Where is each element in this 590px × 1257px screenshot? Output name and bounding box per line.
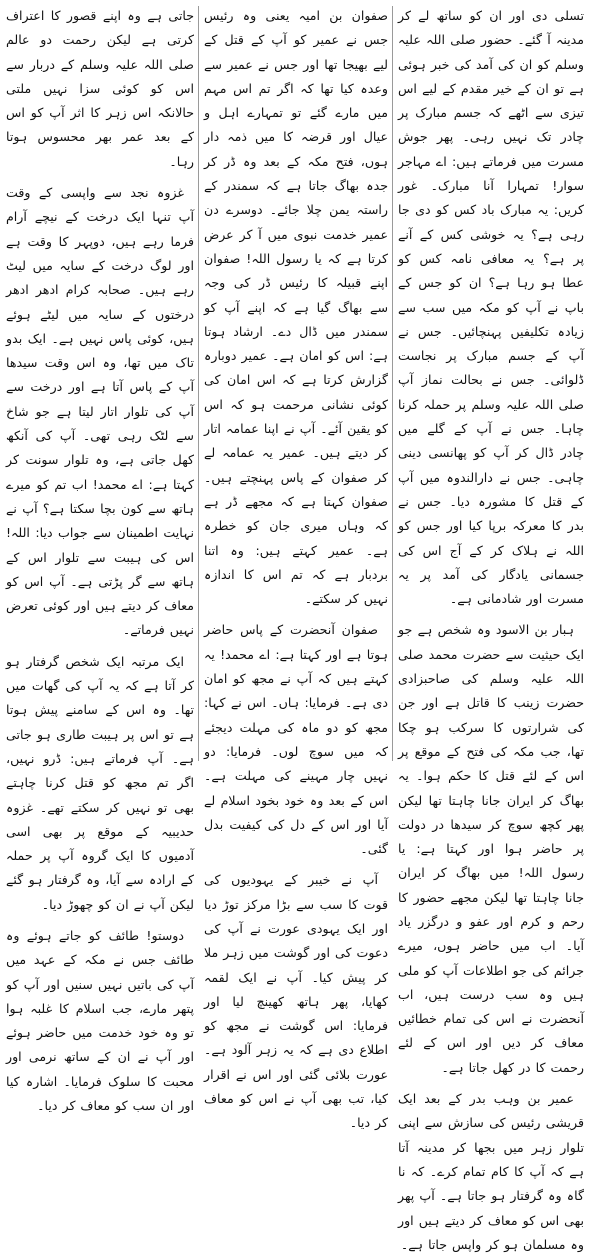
paragraph: تسلی دی اور ان کو ساتھ لے کر مدینہ آ گئے۔ حضور صلی اللہ علیہ وسلم کو ان کی آمد کی خبر ہوئی ہے تو ان کے خیر مقدم کے لیے اس تیزی سے اٹھے کہ جسم مبارک پر چادر تک نہیں رہی۔ پھر جوش مسرت میں فرماتے ہیں: اے مہاجر سوار! تمہارا آنا مبارک۔ غور کریں: یہ مبارک باد کس کو دی جا رہی ہے؟ یہ خوشی کس کے آنے پر ہے؟ یہ معافی نامہ کس کو عطا ہو رہا ہے؟ ان کو جس کے باپ نے آپ کو مکہ میں سب سے زیادہ تکلیفیں پہنچائیں۔ جس نے آپ کے جسم مبارک پر نجاست ڈلوائی۔ جس نے بحالت نماز آپ صلی اللہ علیہ وسلم پر حملہ کرنا چاہا۔ جس نے آپ کے گلے میں چادر ڈال کر آپ کو پھانسی دینی چاہی۔ جس نے دارالندوہ میں آپ کے قتل کا مشورہ دیا۔ جس نے بدر کا معرکہ برپا کیا اور جس کو اللہ نے ہلاک کر کے آج اس کی جسمانی یادگار کی آمد پر یہ مسرت اور شادمانی ہے۔ xyxy=(398,8,584,607)
paragraph: ہبار بن الاسود وہ شخص ہے جو ایک حیثیت سے حضرت محمد صلی اللہ علیہ وسلم کی صاحبزادی حضرت زینب کا قاتل ہے اور جن کی شرارتوں کا سرکب ہو چکا تھا، جب مکہ کی فتح کے موقع پر اس کے لئے قتل کا حکم ہوا۔ یہ بھاگ کر ایران جانا چاہتا تھا لیکن پھر کچھ سوچ کر سیدھا در دولت پر حاضر ہوا اور کہتا ہے: یا رسول اللہ! میں بھاگ کر ایران جانا چاہتا تھا لیکن مجھے حضور کا رحم و کرم اور عفو و درگزر یاد آیا۔ اب میں حاضر ہوں، میرے جرائم کی جو اطلاعات آپ کو ملی ہیں وہ سب درست ہیں، اب آنحضرت نے اس کی تمام خطائیں معاف کر دیں اور اس کے لئے رحمت کا در کھل جاتا ہے۔ xyxy=(398,622,584,1075)
paragraph: صفوان بن امیہ یعنی وہ رئیس جس نے عمیر کو آپ کے قتل کے لیے بھیجا تھا اور جس نے عمیر سے وعدہ کیا تھا کہ اگر تم اس مہم میں مارے گئے تو تمہارے اہل و عیال اور قرضہ کا میں ذمہ دار ہوں، فتح مکہ کے بعد وہ ڈر کر جدہ بھاگ جاتا ہے کہ سمندر کے راستہ یمن چلا جائے۔ دوسرے دن عمیر خدمت نبوی میں آ کر عرض کرتا ہے کہ یا رسول اللہ! صفوان اپنے قبیلہ کا رئیس ڈر کی وجہ سے بھاگ گیا ہے کہ اپنے آپ کو سمندر میں ڈال دے۔ ارشاد ہوتا ہے: اس کو امان ہے۔ عمیر دوبارہ گزارش کرتا ہے کہ اس امان کی کوئی نشانی مرحمت ہو کہ اس کو یقین آئے۔ آپ نے اپنا عمامہ اتار کر دیتے ہیں۔ عمیر یہ عمامہ لے کر صفوان کے پاس پہنچتے ہیں۔ صفوان کہتا ہے کہ مجھے ڈر ہے کہ وہاں میری جان کو خطرہ ہے۔ عمیر کہتے ہیں: وہ اتنا بردبار ہے کہ تم اس کا اندازہ نہیں کر سکتے۔ xyxy=(204,8,388,607)
paragraph: صفوان آنحضرت کے پاس حاضر ہوتا ہے اور کہتا ہے: اے محمد! یہ کہتے ہیں کہ آپ نے مجھ کو امان دی ہے۔ فرمایا: ہاں۔ اس نے کہا: مجھ کو دو ماہ کی مہلت دیجئے کہ میں سوچ لوں۔ فرمایا: دو نہیں چار مہینے کی مہلت ہے۔ اس کے بعد وہ خود بخود اسلام لے آیا اور اس کے دل کی کیفیت بدل گئی۔ xyxy=(204,622,388,857)
paragraph: دوستو! طائف کو جاتے ہوئے وہ طائف جس نے مکہ کے عہد میں آپ کی باتیں نہیں سنیں اور آپ کو پتھر مارے، جب اسلام کا غلبہ ہوا تو وہ خود خدمت میں حاضر ہوئے اور آپ نے ان کے ساتھ نرمی اور محبت کا سلوک فرمایا۔ اشارہ کیا اور ان سب کو معاف کر دیا۔ xyxy=(6,927,194,1114)
paragraph: عمیر بن وہب بدر کے بعد ایک قریشی رئیس کی سازش سے اپنی تلوار زہر میں بجھا کر مدینہ آتا ہے کہ آپ کا کام تمام کرے۔ کہ نا گاہ وہ گرفتار ہو جاتا ہے۔ آپ پھر بھی اس کو معاف کر دیتے ہیں اور وہ مسلمان ہو کر واپس جاتا ہے۔ xyxy=(398,1091,584,1252)
paragraph: جاتی ہے وہ اپنے قصور کا اعتراف کرتی ہے لیکن رحمت دو عالم صلی اللہ علیہ وسلم کے دربار سے اس کو کوئی سزا نہیں ملتی حالانکہ اس زہر کا اثر آپ کو اس کے بعد عمر بھر محسوس ہوتا رہا۔ xyxy=(6,8,194,169)
paragraph: ایک مرتبہ ایک شخص گرفتار ہو کر آتا ہے کہ یہ آپ کی گھات میں تھا۔ وہ اس کے سامنے پیش ہوتا ہے تو اس پر ہیبت طاری ہو جاتی ہے۔ آپ فرماتے ہیں: ڈرو نہیں، اگر تم مجھ کو قتل کرنا چاہتے بھی تو نہیں کر سکتے تھے۔ غزوہ حدیبیہ کے موقع پر بھی اسی آدمیوں کا ایک گروہ آپ پر حملہ کے ارادہ سے آیا، وہ گرفتار ہو گئے لیکن آپ نے ان کو چھوڑ دیا۔ xyxy=(6,653,194,912)
column-divider xyxy=(198,6,199,761)
text-column-middle xyxy=(204,4,388,1131)
text-column-right xyxy=(398,4,584,1252)
paragraph: غزوہ نجد سے واپسی کے وقت آپ تنہا ایک درخت کے نیچے آرام فرما رہے ہیں، دوپہر کا وقت ہے اور لوگ درخت کے سایہ میں لیٹ رہے ہیں۔ صحابہ کرام ادھر ادھر درختوں کے سایہ میں لیٹے ہوئے ہیں، کوئی پاس نہیں ہے۔ ایک بدو تاک میں تھا، وہ اس وقت سیدھا آپ کے پاس آتا ہے اور درخت سے آپ کی تلوار اتار لیتا ہے جو شاخ سے لٹک رہی تھی۔ آپ کی آنکھ کھل جاتی ہے، وہ تلوار سونت کر کہتا ہے: اے محمد! اب تم کو میرے ہاتھ سے کون بچا سکتا ہے؟ آپ نے نہایت اطمینان سے جواب دیا: اللہ! اس کی ہیبت سے تلوار اس کے ہاتھ سے گر پڑتی ہے۔ آپ اس کو معاف کر دیتے ہیں اور کوئی تعرض نہیں فرماتے۔ xyxy=(6,185,194,638)
text-column-left xyxy=(6,4,194,1114)
newspaper-page xyxy=(6,4,584,1252)
column-divider xyxy=(392,6,393,761)
paragraph: آپ نے خیبر کے یہودیوں کی قوت کا سب سے بڑا مرکز توڑ دیا اور ایک یہودی عورت نے آپ کی دعوت کی اور گوشت میں زہر ملا کر پیش کیا۔ آپ نے ایک لقمہ کھایا، پھر ہاتھ کھینچ لیا اور فرمایا: اس گوشت نے مجھ کو اطلاع دی ہے کہ یہ زہر آلود ہے۔ عورت بلائی گئی اور اس نے اقرار کیا، تب بھی آپ نے اس کو معاف کر دیا۔ xyxy=(204,872,388,1131)
